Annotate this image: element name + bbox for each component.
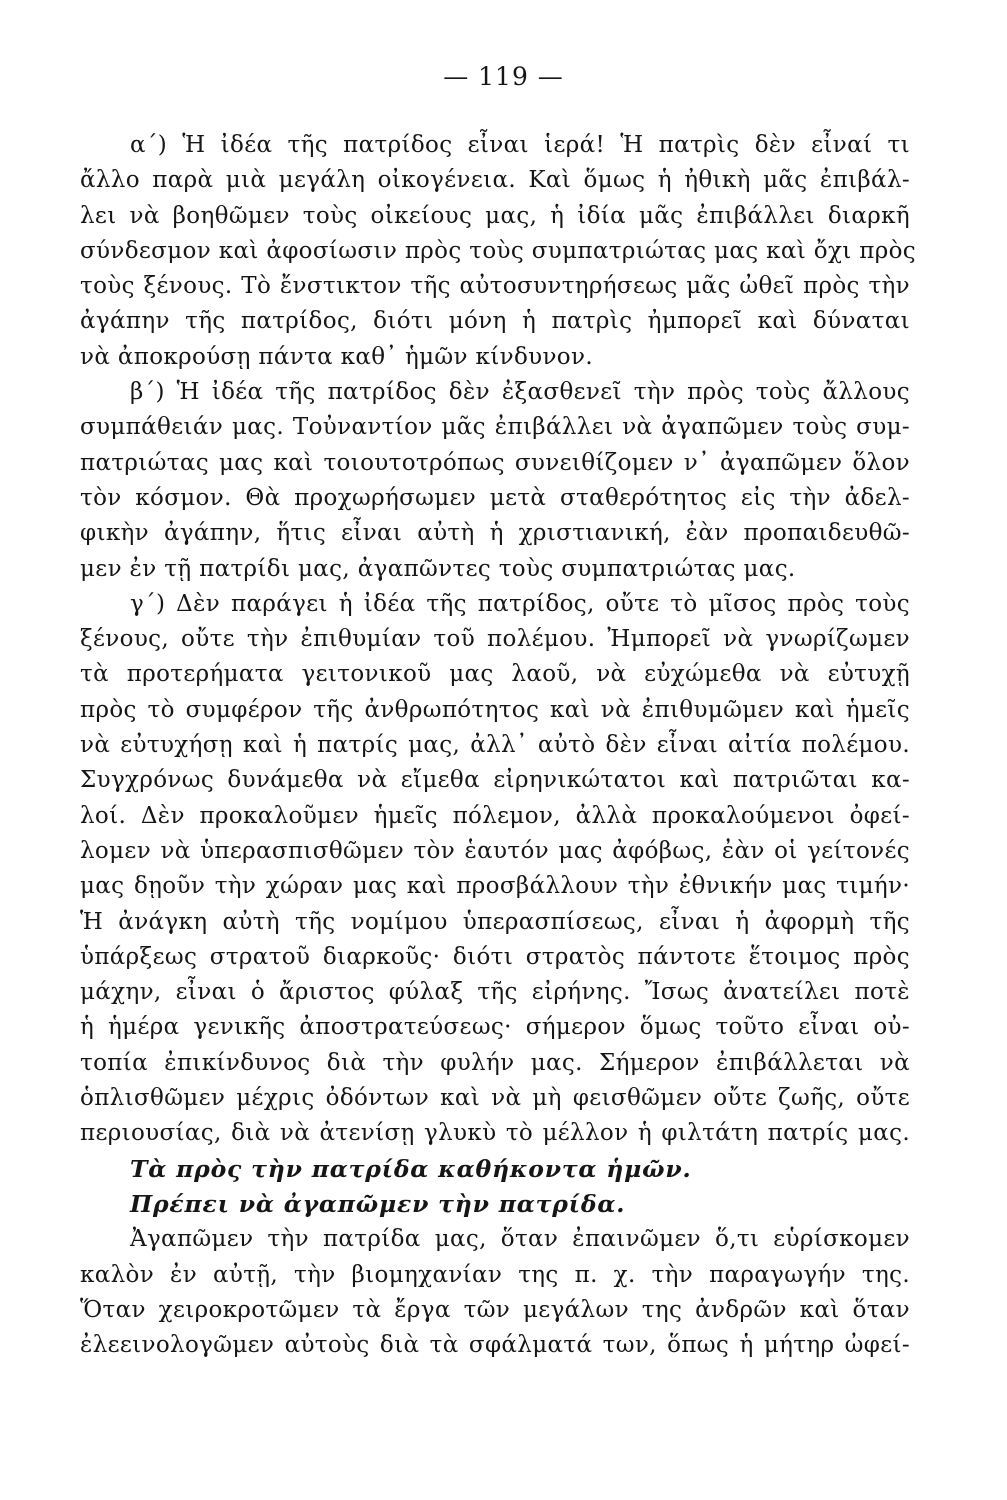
- text-line: ἀγάπην τῆς πατρίδος, διότι μόνη ἡ πατρὶς ἠμπορεῖ καὶ δύναται: [80, 308, 910, 335]
- text-line: ὑπάρξεως στρατοῦ διαρκοῦς· διότι στρατὸς πάντοτε ἕτοιμος πρὸς: [80, 943, 910, 970]
- text-line: νὰ εὐτυχήσῃ καὶ ἡ πατρίς μας, ἀλλ᾽ αὐτὸ δὲν εἶναι αἰτία πολέμου.: [80, 732, 910, 759]
- text-line: καλὸν ἐν αὐτῇ, τὴν βιομηχανίαν της π. χ. τὴν παραγωγήν της.: [80, 1261, 910, 1288]
- section-heading: Τὰ πρὸς τὴν πατρίδα καθήκοντα ἡμῶν.: [130, 1154, 692, 1183]
- text-line: ἐλεεινολογῶμεν αὐτοὺς διὰ τὰ σφάλματά των, ὅπως ἡ μήτηρ ὠφεί-: [80, 1332, 910, 1359]
- text-line: νὰ ἀποκρούσῃ πάντα καθ᾽ ἡμῶν κίνδυνον.: [80, 343, 593, 370]
- text-line: τὰ προτερήματα γειτονικοῦ μας λαοῦ, νὰ εὐχώμεθα νὰ εὐτυχῇ: [80, 661, 910, 688]
- text-line: περιουσίας, διὰ νὰ ἀτενίσῃ γλυκὺ τὸ μέλλον ἡ φιλτάτη πατρίς μας.: [80, 1120, 910, 1147]
- text-line: τοπία ἐπικίνδυνος διὰ τὴν φυλήν μας. Σήμερον ἐπιβάλλεται νὰ: [80, 1049, 910, 1076]
- text-line: τὸν κόσμον. Θὰ προχωρήσωμεν μετὰ σταθερότητος εἰς τὴν ἀδελ-: [80, 484, 910, 511]
- text-line: μάχην, εἶναι ὁ ἄριστος φύλαξ τῆς εἰρήνης. Ἴσως ἀνατείλει ποτὲ: [80, 979, 910, 1006]
- text-line: φικὴν ἀγάπην, ἥτις εἶναι αὐτὴ ἡ χριστιανική, ἐὰν προπαιδευθῶ-: [80, 520, 910, 547]
- text-line: β΄) Ἡ ἰδέα τῆς πατρίδος δὲν ἐξασθενεῖ τὴν πρὸς τοὺς ἄλλους: [130, 379, 910, 406]
- text-line: α΄) Ἡ ἰδέα τῆς πατρίδος εἶναι ἱερά! Ἡ πατρὶς δὲν εἶναί τι: [130, 132, 910, 158]
- text-line: ἡ ἡμέρα γενικῆς ἀποστρατεύσεως· σήμερον ὅμως τοῦτο εἶναι οὐ-: [80, 1014, 910, 1041]
- text-line: Ὅταν χειροκροτῶμεν τὰ ἔργα τῶν μεγάλων της ἀνδρῶν καὶ ὅταν: [80, 1296, 910, 1323]
- text-line: Συγχρόνως δυνάμεθα νὰ εἴμεθα εἰρηνικώτατοι καὶ πατριῶται κα-: [80, 767, 910, 794]
- page-number: — 119 —: [443, 62, 564, 91]
- text-line: Ἡ ἀνάγκη αὐτὴ τῆς νομίμου ὑπερασπίσεως, εἶναι ἡ ἀφορμὴ τῆς: [80, 908, 910, 935]
- text-line: σύνδεσμον καὶ ἀφοσίωσιν πρὸς τοὺς συμπατριώτας μας καὶ ὄχι πρὸς: [80, 237, 917, 264]
- text-line: συμπάθειάν μας. Τοὐναντίον μᾶς ἐπιβάλλει νὰ ἀγαπῶμεν τοὺς συμ-: [80, 414, 910, 441]
- text-line: λοί. Δὲν προκαλοῦμεν ἡμεῖς πόλεμον, ἀλλὰ προκαλούμενοι ὀφεί-: [80, 802, 910, 829]
- text-line: ἄλλο παρὰ μιὰ μεγάλη οἰκογένεια. Καὶ ὅμως ἡ ἠθικὴ μᾶς ἐπιβάλ-: [80, 167, 910, 194]
- subsection-heading: Πρέπει νὰ ἀγαπῶμεν τὴν πατρίδα.: [130, 1189, 626, 1218]
- text-line: ὁπλισθῶμεν μέχρις ὀδόντων καὶ νὰ μὴ φεισθῶμεν οὔτε ζωῆς, οὔτε: [80, 1085, 910, 1112]
- text-line: μεν ἐν τῇ πατρίδι μας, ἀγαπῶντες τοὺς συμπατριώτας μας.: [80, 555, 796, 582]
- body-text: [80, 128, 917, 1363]
- text-line: τοὺς ξένους. Τὸ ἔνστικτον τῆς αὐτοσυντηρήσεως μᾶς ὠθεῖ πρὸς τὴν: [80, 273, 910, 300]
- text-line: πρὸς τὸ συμφέρον τῆς ἀνθρωπότητος καὶ νὰ ἐπιθυμῶμεν καὶ ἡμεῖς: [80, 696, 910, 723]
- text-line: ξένους, οὔτε τὴν ἐπιθυμίαν τοῦ πολέμου. Ἠμπορεῖ νὰ γνωρίζωμεν: [80, 626, 910, 653]
- text-line: μας δῃοῦν τὴν χώραν μας καὶ προσβάλλουν τὴν ἐθνικήν μας τιμήν·: [80, 873, 910, 900]
- text-line: Ἀγαπῶμεν τὴν πατρίδα μας, ὅταν ἐπαινῶμεν ὅ,τι εὑρίσκομεν: [130, 1226, 910, 1253]
- text-line: πατριώτας μας καὶ τοιουτοτρόπως συνειθίζομεν ν᾽ ἀγαπῶμεν ὅλον: [80, 449, 910, 476]
- text-line: γ΄) Δὲν παράγει ἡ ἰδέα τῆς πατρίδος, οὔτε τὸ μῖσος πρὸς τοὺς: [130, 590, 910, 617]
- text-line: λει νὰ βοηθῶμεν τοὺς οἰκείους μας, ἡ ἰδία μᾶς ἐπιβάλλει διαρκῆ: [80, 202, 910, 229]
- text-line: λομεν νὰ ὑπερασπισθῶμεν τὸν ἑαυτόν μας ἀφόβως, ἐὰν οἱ γείτονές: [80, 837, 910, 864]
